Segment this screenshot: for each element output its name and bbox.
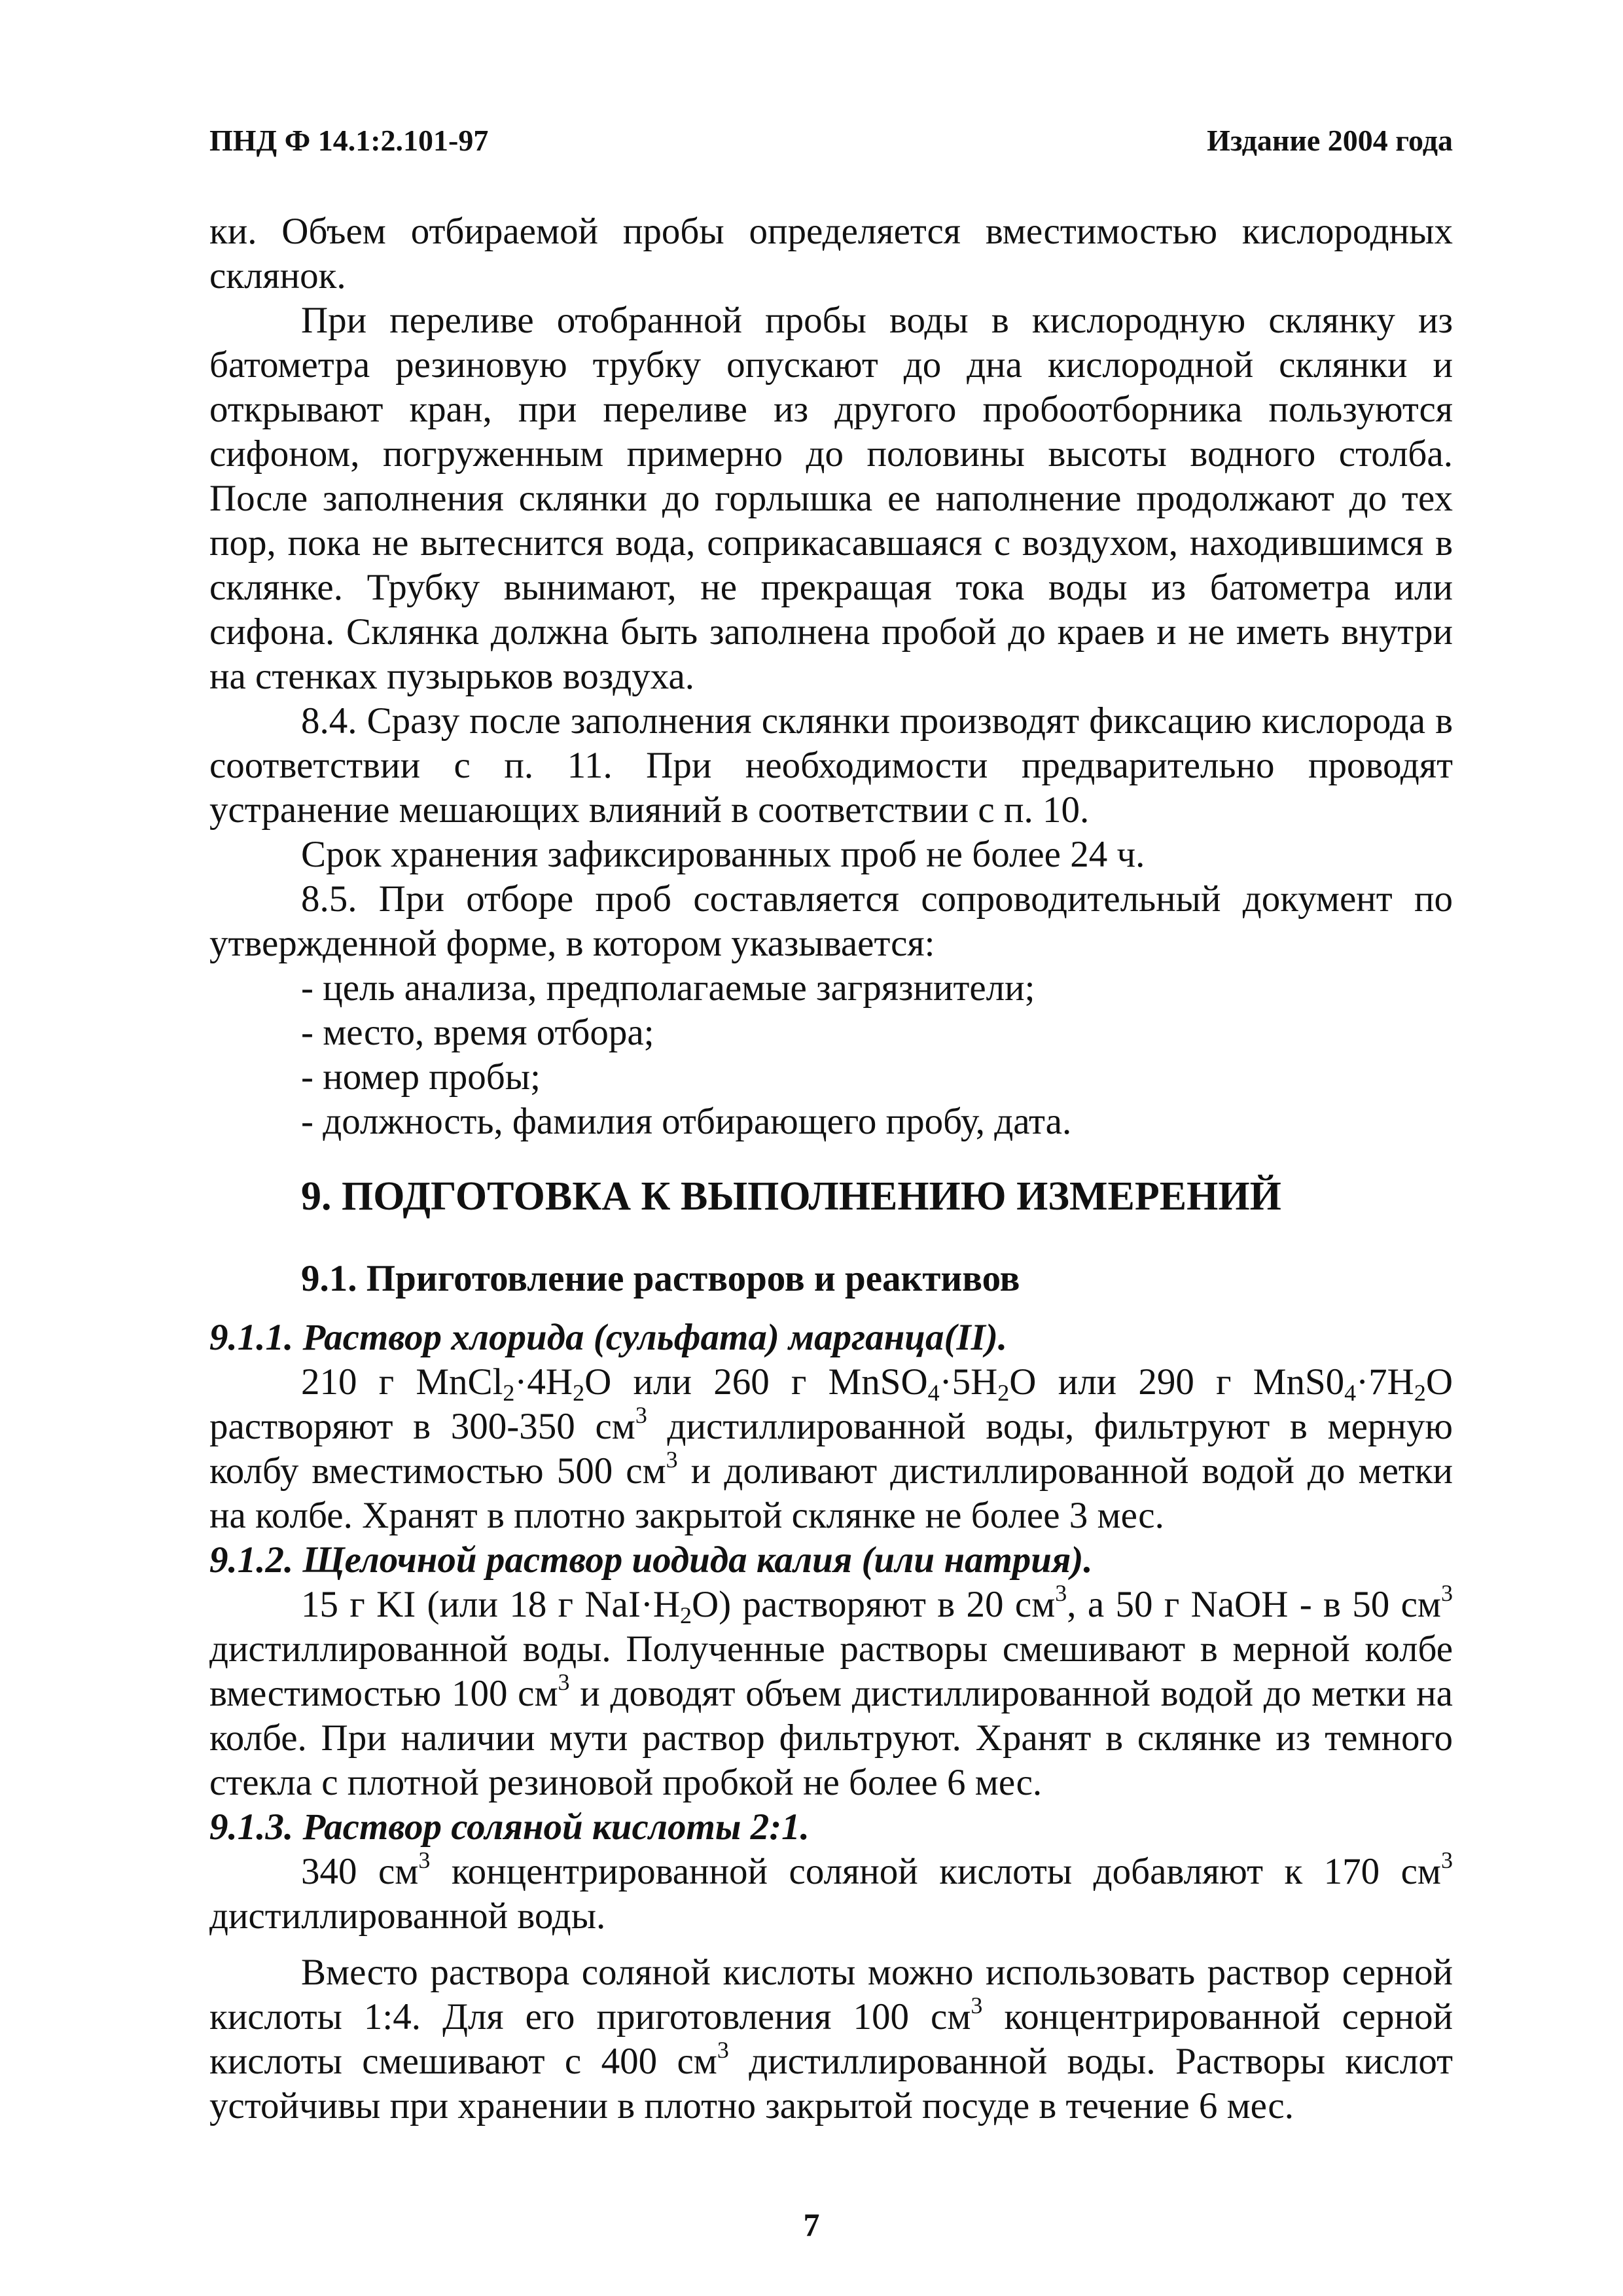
document-body xyxy=(209,209,1453,2128)
paragraph-gap xyxy=(209,1939,1453,1950)
page-number: 7 xyxy=(803,2206,820,2243)
paragraph-8-5: 8.5. При отборе проб составляется сопроводительный документ по утвержденной форме, в котором указывается: xyxy=(209,878,1453,964)
page-header xyxy=(209,118,1453,164)
paragraph-9-1-1: 210 г $MnCl_2\cdot 4H_2O$ или 260 г $MnSO_4\cdot 5H_2O$ или 290 г $MnS0_4\cdot 7H_2O$ растворяют в 300-350 $см^3$ дистиллированной воды, фильтруют в мерную колбу вместимостью 500 $см^3$ и доливают дистиллированной водой до метки на колбе. Хранят в плотно закрытой склянке не более 3 мес. xyxy=(209,1361,1453,1536)
list-item: - цель анализа, предполагаемые загрязнители; xyxy=(301,967,1035,1009)
paragraph-continuation: ки. Объем отбираемой пробы определяется вместимостью кислородных склянок. xyxy=(209,211,1453,296)
paragraph-storage-term: Срок хранения зафиксированных проб не более 24 ч. xyxy=(301,834,1145,875)
paragraph-overflow-procedure: При переливе отобранной пробы воды в кислородную склянку из батометра резиновую трубку опускают до дна кислородной склянки и открывают кран, при переливе из другого пробоотборника пользуются сифоном, погруженным примерно до половины высоты водного столба. После заполнения склянки до горлышка ее наполнение продолжают до тех пор, пока не вытеснится вода, соприкасавшаяся с воздухом, находившимся в склянке. Трубку вынимают, не прекращая тока воды из батометра или сифона. Склянка должна быть заполнена пробой до краев и не иметь внутри на стенках пузырьков воздуха. xyxy=(209,300,1453,697)
list-item: - должность, фамилия отбирающего пробу, дата. xyxy=(301,1101,1072,1142)
paragraph-9-1-2: 15 г KI (или 18 г $NaI\cdot H_2O$) растворяют в 20 $см^3$, а 50 г NaOH - в 50 $см^3$ дистиллированной воды. Полученные растворы смешивают в мерной колбе вместимостью 100 $см^3$ и доводят объем дистиллированной водой до метки на колбе. При наличии мути раствор фильтруют. Хранят в склянке из темного стекла с плотной резиновой пробкой не более 6 мес. xyxy=(209,1580,1454,1803)
item-heading-9-1-1: 9.1.1. Раствор хлорида (сульфата) марганца(II). xyxy=(209,1317,1008,1358)
list-item: - номер пробы; xyxy=(301,1056,541,1098)
subsection-heading-9-1: 9.1. Приготовление растворов и реактивов xyxy=(301,1258,1020,1299)
document-code: ПНД Ф 14.1:2.101-97 xyxy=(209,124,489,157)
paragraph-9-1-3: 340 $см^3$ концентрированной соляной кислоты добавляют к 170 $см^3$ дистиллированной воды. xyxy=(209,1847,1453,1937)
paragraph-8-4: 8.4. Сразу после заполнения склянки производят фиксацию кислорода в соответствии с п. 11. При необходимости предварительно проводят устранение мешающих влияний в соответствии с п. 10. xyxy=(209,700,1453,831)
item-heading-9-1-2: 9.1.2. Щелочной раствор иодида калия (или натрия). xyxy=(209,1539,1093,1581)
section-heading-9: 9. ПОДГОТОВКА К ВЫПОЛНЕНИЮ ИЗМЕРЕНИЙ xyxy=(301,1174,1281,1219)
edition-label: Издание 2004 года xyxy=(1207,124,1453,157)
item-heading-9-1-3: 9.1.3. Раствор соляной кислоты 2:1. xyxy=(209,1806,810,1848)
paragraph-9-1-3-alternative: Вместо раствора соляной кислоты можно использовать раствор серной кислоты 1:4. Для его приготовления 100 $см^3$ концентрированной серной кислоты смешивают с 400 $см^3$ дистиллированной воды. Растворы кислот устойчивы при хранении в плотно закрытой посуде в течение 6 мес. xyxy=(209,1952,1453,2126)
list-item: - место, время отбора; xyxy=(301,1012,654,1053)
